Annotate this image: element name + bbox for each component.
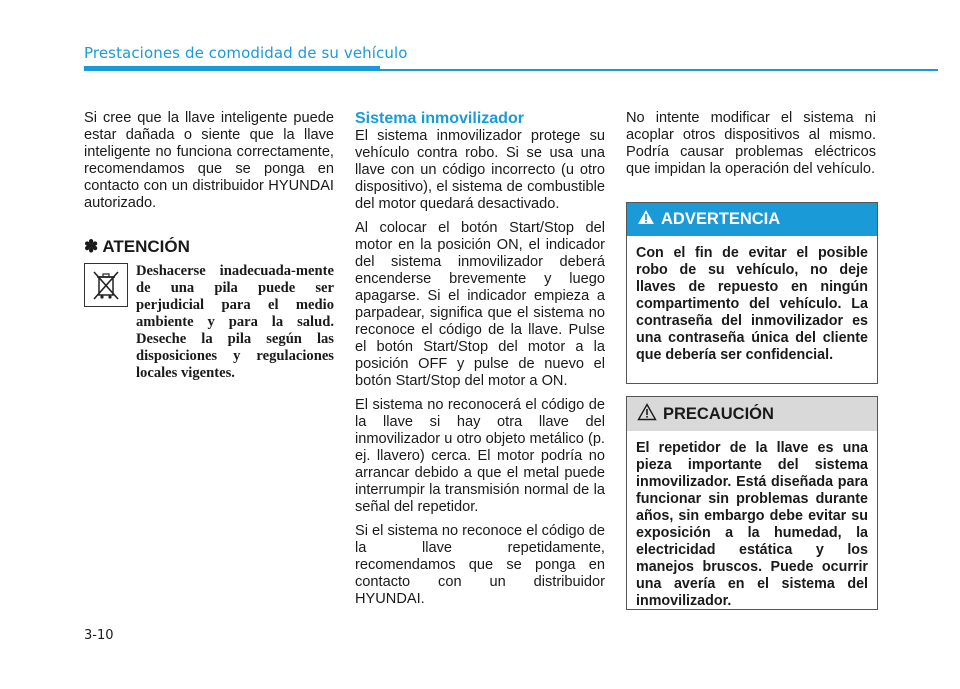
- intro-paragraph: No intente modificar el sistema ni acoplar otros dispositivos al mismo. Podría causar problemas eléctricos que impidan la operación del vehículo.: [626, 110, 876, 177]
- warning-title: ADVERTENCIA: [661, 210, 781, 228]
- caution-text: El repetidor de la llave es una pieza importante del sistema inmovilizador. Está diseñada para funcionar sin problemas durante años, sin embargo debe evitar su exposición a la humedad, la electricidad estática y los manejos bruscos. Puede ocurrir una avería en el sistema del inmovilizador.: [636, 440, 868, 609]
- section-heading: Sistema inmovilizador: [355, 110, 524, 127]
- paragraph: Si el sistema no reconoce el código de la llave repetidamente, recomendamos que se ponga en contacto con un distribuidor HYUNDAI.: [355, 523, 605, 607]
- paragraph: El sistema inmovilizador protege su vehículo contra robo. Si se usa una llave con un código incorrecto (u otro dispositivo), el sistema de combustible del motor quedará desactivado.: [355, 128, 605, 212]
- warning-header: [627, 203, 877, 236]
- attention-block: [84, 263, 334, 382]
- page-number: 3-10: [84, 628, 114, 643]
- caution-triangle-icon: [637, 403, 657, 426]
- attention-heading: ✽ ATENCIÓN: [84, 237, 190, 256]
- paragraph: El sistema no reconocerá el código de la llave si hay otra llave del inmovilizador u otro objeto metálico (p. ej. llavero) cerca. El motor podría no arrancar debido a que el metal puede interrumpir la transmisión normal de la señal del repetidor.: [355, 397, 605, 515]
- column-right: [626, 110, 876, 185]
- caution-title: PRECAUCIÓN: [663, 404, 774, 423]
- warning-box: [626, 202, 878, 384]
- column-left: [84, 110, 334, 382]
- section-header-title: Prestaciones de comodidad de su vehículo: [84, 44, 408, 62]
- caution-header: [627, 397, 877, 431]
- warning-triangle-icon: [637, 209, 655, 230]
- attention-text: Deshacerse inadecuada-mente de una pila puede ser perjudicial para el medio ambiente y para la salud. Deseche la pila según las disposiciones y regulaciones locales vigentes.: [136, 263, 334, 381]
- column-middle: [355, 110, 605, 615]
- header-rule: [380, 69, 938, 71]
- caution-box: [626, 396, 878, 610]
- crossed-bin-icon: [84, 263, 128, 307]
- header-accent-bar: [84, 66, 380, 71]
- intro-paragraph: Si cree que la llave inteligente puede estar dañada o siente que la llave inteligente no funciona correctamente, recomendamos que se ponga en contacto con un distribuidor HYUNDAI autorizado.: [84, 110, 334, 211]
- paragraph: Al colocar el botón Start/Stop del motor en la posición ON, el indicador del sistema inmovilizador deberá encenderse brevemente y luego apagarse. Si el indicador empieza a parpadear, significa que el sistema no reconoce el código de la llave. Pulse el botón Start/Stop del motor a la posición OFF y pulse de nuevo el botón Start/Stop del motor a ON.: [355, 220, 605, 389]
- warning-text: Con el fin de evitar el posible robo de su vehículo, no deje llaves de repuesto en ningún compartimento del vehículo. La contraseña del inmovilizador es una contraseña única del cliente que debería ser confidencial.: [636, 245, 868, 363]
